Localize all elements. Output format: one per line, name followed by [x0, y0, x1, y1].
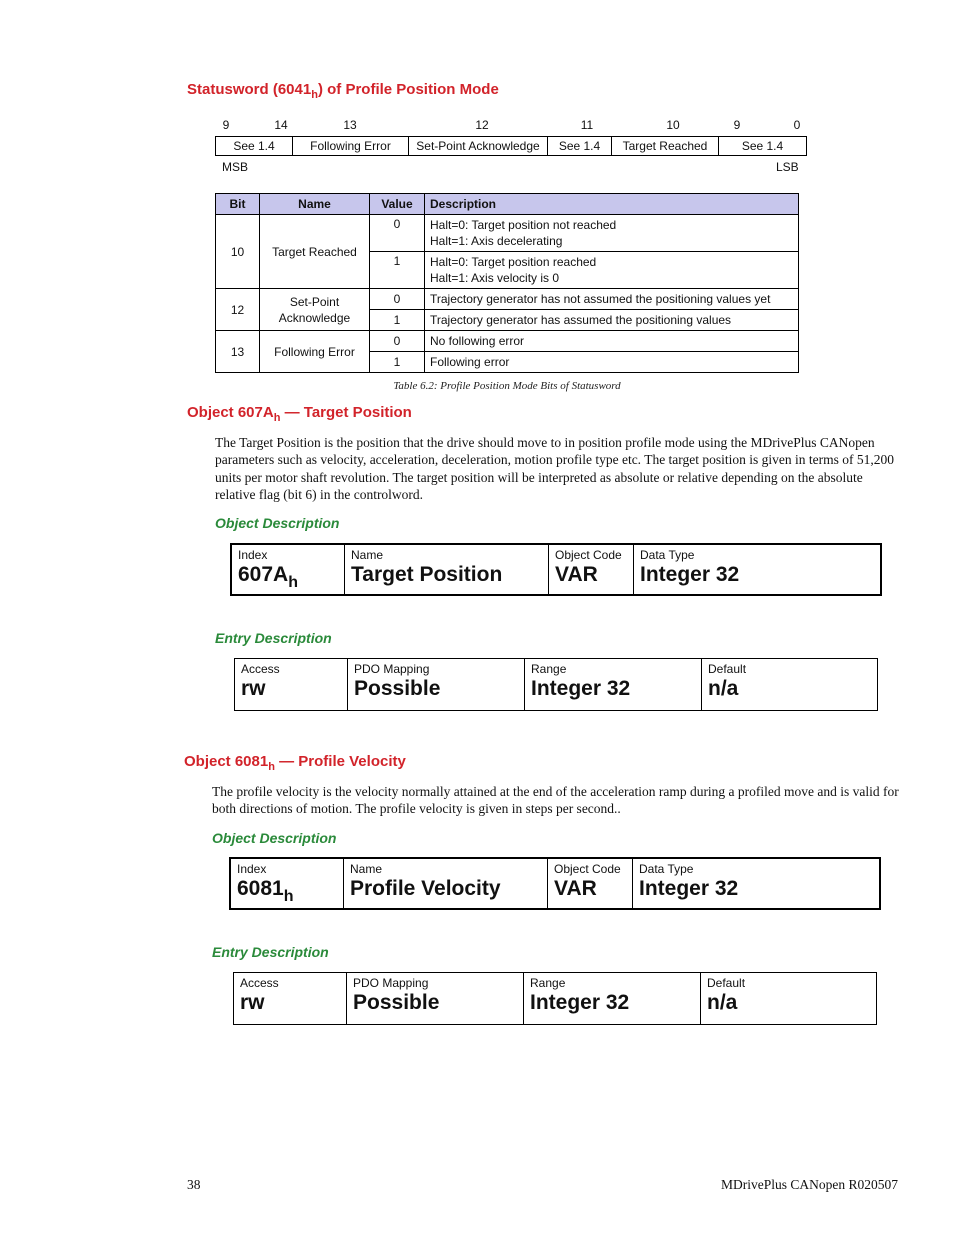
bit-number: 14: [274, 118, 288, 132]
value-cell: 0: [370, 289, 425, 310]
bit-number: 12: [475, 118, 489, 132]
description-cell: No following error: [425, 331, 799, 352]
table-caption: Table 6.2: Profile Position Mode Bits of Statusword: [393, 380, 621, 392]
object-description-heading: Object Description: [215, 515, 340, 531]
statusword-bits-table: [215, 193, 799, 373]
value-cell: 0: [370, 215, 425, 252]
target-position-paragraph: The Target Position is the position that the drive should move to in position profile mode using the MDrivePlus CANopen parameters such as velocity, acceleration, deceleration, motion profile type etc. The target position is given in terms of 51,200 units per motor shaft revolution. The target position will be interpreted as absolute or relative depending on the absolute relative flag (bit 6) in the controlword.: [215, 435, 895, 503]
lsb-label: LSB: [776, 160, 799, 174]
entry-description-heading: Entry Description: [212, 944, 329, 960]
profile-velocity-heading: Object $6081_h$ — Profile Velocity: [184, 753, 406, 773]
table-header: Bit: [216, 194, 260, 215]
pdo-mapping-cell: PDO Mapping Possible: [347, 973, 524, 1024]
bit-number: 11: [580, 118, 594, 132]
bit-number: 13: [343, 118, 357, 132]
target-position-object-box: [230, 543, 882, 596]
bit-number: 10: [666, 118, 680, 132]
bit-cell: 13: [216, 331, 260, 373]
bit-number: 9: [222, 118, 230, 132]
table-header: Name: [260, 194, 370, 215]
pdo-mapping-cell: PDO Mapping Possible: [348, 659, 525, 710]
profile-velocity-paragraph: The profile velocity is the velocity normally attained at the end of the acceleration ramp during a profiled move and is valid for both directions of motion. The profile velocity is given in steps per second..: [212, 784, 899, 817]
profile-velocity-object-box: [229, 857, 881, 910]
data-type-cell: Data Type Integer 32: [640, 548, 740, 586]
value-cell: 1: [370, 310, 425, 331]
bit-number: 9: [733, 118, 741, 132]
msb-label: MSB: [222, 160, 249, 174]
description-cell: Trajectory generator has assumed the positioning values: [425, 310, 799, 331]
object-code-cell: Object Code VAR: [549, 545, 634, 594]
value-cell: 1: [370, 252, 425, 289]
name-cell: Target Reached: [260, 215, 370, 289]
object-description-heading: Object Description: [212, 830, 337, 846]
name-cell: Name Profile Velocity: [344, 859, 548, 908]
description-cell: Halt=0: Target position not reached Halt=1: Axis decelerating: [425, 215, 799, 252]
bit-field: Set-Point Acknowledge: [409, 137, 548, 155]
access-cell: Access rw: [234, 973, 347, 1024]
bit-cell: 10: [216, 215, 260, 289]
statusword-heading: Statusword $(6041_h)$ of Profile Position Mode: [187, 81, 499, 101]
default-cell: Default n/a: [708, 662, 747, 700]
profile-velocity-entry-box: [233, 972, 877, 1025]
bit-number-row: [215, 118, 807, 134]
table-header: Description: [425, 194, 799, 215]
range-cell: Range Integer 32: [524, 973, 701, 1024]
data-type-cell: Data Type Integer 32: [639, 862, 739, 900]
bit-field: See 1.4: [741, 139, 784, 153]
name-cell: Name Target Position: [345, 545, 549, 594]
index-cell: Index $6081_h$: [231, 859, 344, 908]
default-cell: Default n/a: [707, 976, 746, 1014]
page-number: 38: [187, 1177, 201, 1192]
description-cell: Halt=0: Target position reached Halt=1: Axis velocity is 0: [425, 252, 799, 289]
table-header: Value: [370, 194, 425, 215]
bit-field: Following Error: [293, 137, 409, 155]
table-header-row: [216, 194, 799, 215]
target-position-entry-box: [234, 658, 878, 711]
range-cell: Range Integer 32: [525, 659, 702, 710]
bit-number: 0: [793, 118, 801, 132]
description-cell: Trajectory generator has not assumed the positioning values yet: [425, 289, 799, 310]
bit-field-row: [215, 136, 807, 156]
value-cell: 0: [370, 331, 425, 352]
name-cell: Set-Point Acknowledge: [260, 289, 370, 331]
table-row: [216, 215, 799, 252]
entry-description-heading: Entry Description: [215, 630, 332, 646]
access-cell: Access rw: [235, 659, 348, 710]
value-cell: 1: [370, 352, 425, 373]
bit-field: See 1.4: [548, 137, 612, 155]
table-row: [216, 331, 799, 352]
index-cell: Index $607A_h$: [232, 545, 345, 594]
bit-cell: 12: [216, 289, 260, 331]
document-title: MDrivePlus CANopen R020507: [720, 1177, 898, 1192]
object-code-cell: Object Code VAR: [548, 859, 633, 908]
table-row: [216, 289, 799, 310]
description-cell: Following error: [425, 352, 799, 373]
bit-field: See 1.4: [216, 137, 293, 155]
name-cell: Following Error: [260, 331, 370, 373]
bit-field: Target Reached: [612, 137, 719, 155]
target-position-heading: Object $607A_h$ — Target Position: [187, 404, 412, 424]
